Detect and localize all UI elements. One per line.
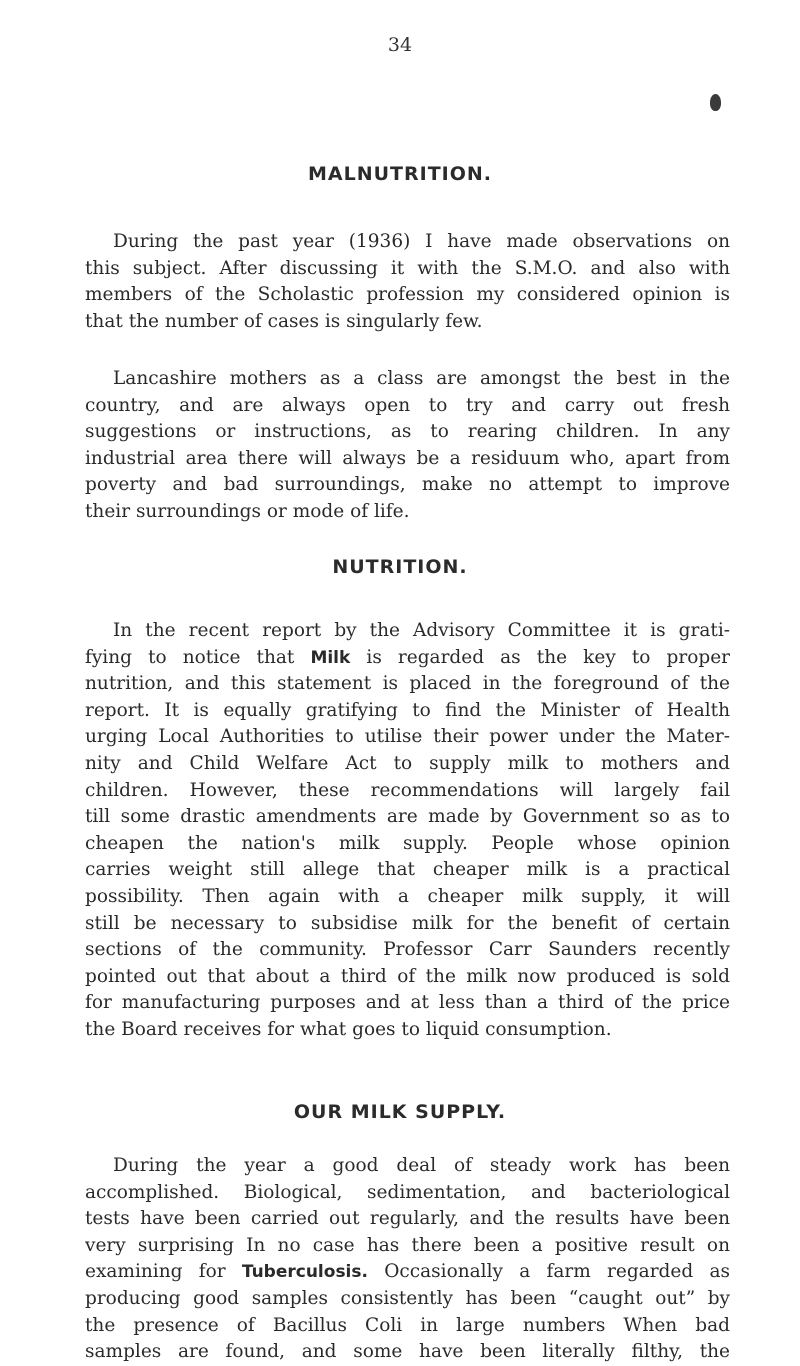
text-line: urging Local Authorities to utilise their power under the Mater- (85, 726, 730, 748)
text-line: still be necessary to subsidise milk for the benefit of certain (85, 912, 730, 934)
text-line: producing good samples consistently has been “caught out” by (85, 1287, 730, 1309)
text-line: samples are found, and some have been literally filthy, the (85, 1341, 730, 1363)
text-line: this subject. After discussing it with the S.M.O. and also with (85, 257, 730, 279)
paragraph-milk-supply (85, 1153, 730, 1366)
text-line: Lancashire mothers as a class are amongst the best in the (113, 368, 730, 389)
ink-blot-mark (710, 94, 721, 111)
text-line: country, and are always open to try and carry out fresh (85, 394, 730, 416)
emphasis-milk: Milk (310, 647, 351, 668)
text-line: In the recent report by the Advisory Committee it is grati- (113, 620, 730, 641)
text-line: During the past year (1936) I have made observations on (113, 231, 730, 252)
text-line: suggestions or instructions, as to rearing children. In any (85, 421, 730, 443)
paragraph-malnutrition-2 (85, 366, 730, 526)
text-line: cheapen the nation's milk supply. People whose opinion (85, 832, 730, 854)
text-line: the presence of Bacillus Coli in large numbers When bad (85, 1314, 730, 1336)
emphasis-tuberculosis: Tuberculosis. (241, 1262, 368, 1283)
text-line: carries weight still allege that cheaper milk is a practical (85, 859, 730, 881)
text-segment: Occasionally a farm regarded as (384, 1261, 730, 1283)
paragraph-malnutrition-1 (85, 229, 730, 335)
text-line: children. However, these recommendations will largely fail (85, 779, 730, 801)
text-line: possibility. Then again with a cheaper milk supply, it will (85, 885, 730, 907)
text-line: members of the Scholastic profession my considered opinion is (85, 284, 730, 306)
text-line: their surroundings or mode of life. (85, 500, 410, 522)
text-line: till some drastic amendments are made by Government so as to (85, 806, 730, 828)
text-line: During the year a good deal of steady work has been (113, 1155, 730, 1176)
heading-our-milk-supply: OUR MILK SUPPLY. (293, 1101, 507, 1123)
paragraph-nutrition (85, 618, 730, 1044)
heading-malnutrition: MALNUTRITION. (307, 163, 492, 185)
text-line (85, 1259, 730, 1286)
text-segment: is regarded as the key to proper (366, 646, 730, 668)
text-line: pointed out that about a third of the milk now produced is sold (85, 965, 730, 987)
text-segment: examining for (85, 1261, 226, 1283)
text-line: nity and Child Welfare Act to supply milk to mothers and (85, 752, 730, 774)
text-segment: fying to notice that (85, 646, 295, 668)
text-line: tests have been carried out regularly, and the results have been (85, 1208, 730, 1230)
text-line: report. It is equally gratifying to find the Minister of Health (85, 699, 730, 721)
text-line: the Board receives for what goes to liquid consumption. (85, 1018, 612, 1040)
text-line: poverty and bad surroundings, make no attempt to improve (85, 474, 730, 496)
text-line: nutrition, and this statement is placed in the foreground of the (85, 673, 730, 695)
text-line: sections of the community. Professor Carr Saunders recently (85, 939, 730, 961)
heading-nutrition: NUTRITION. (332, 556, 468, 578)
text-line: industrial area there will always be a residuum who, apart from (85, 447, 730, 469)
page-number: 34 (387, 34, 413, 56)
text-line (85, 645, 730, 672)
text-line: for manufacturing purposes and at less than a third of the price (85, 992, 730, 1014)
text-line: very surprising In no case has there been a positive result on (85, 1234, 730, 1256)
text-line: that the number of cases is singularly few. (85, 310, 483, 332)
text-line: accomplished. Biological, sedimentation, and bacteriological (85, 1181, 730, 1203)
